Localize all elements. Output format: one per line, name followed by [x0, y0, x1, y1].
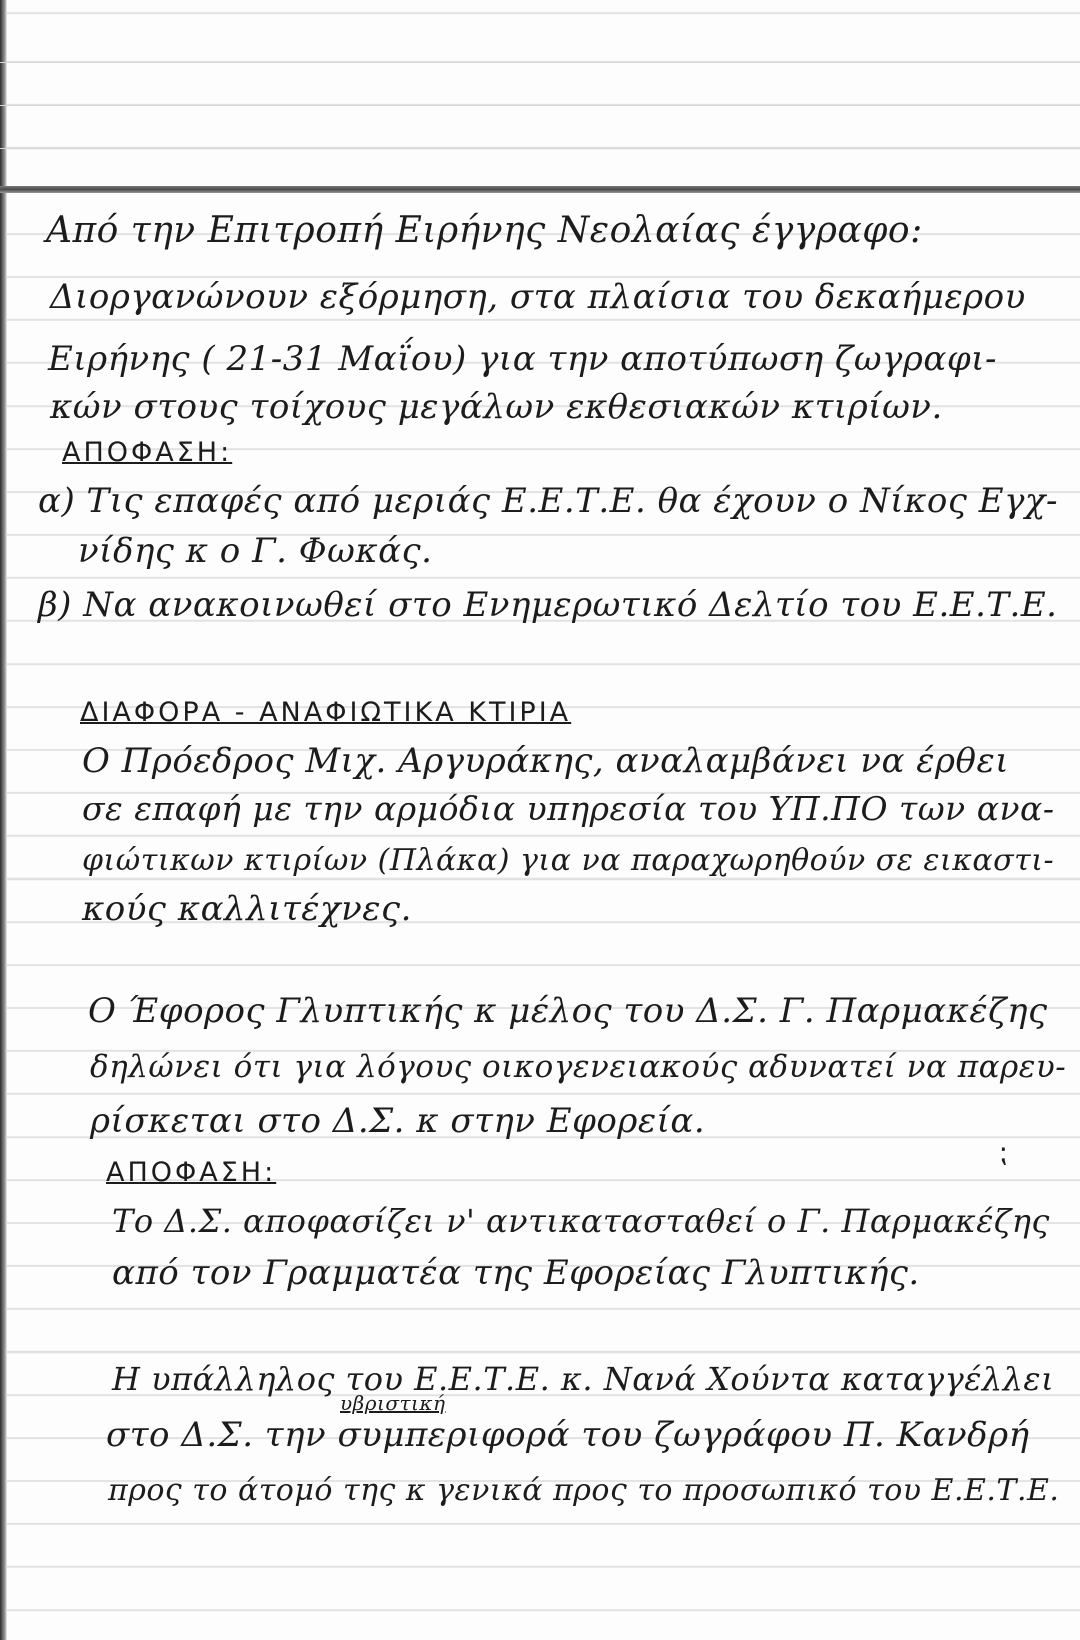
document-line: Η υπάλληλος του Ε.Ε.Τ.Ε. κ. Νανά Χούντα καταγγέλλει: [112, 1360, 1055, 1398]
margin-mark: ⁏: [998, 1136, 1008, 1169]
document-line: Το Δ.Σ. αποφασίζει ν' αντικατασταθεί ο Γ. Παρμακέζης: [112, 1202, 1050, 1240]
document-line-intro: Από την Επιτροπή Ειρήνης Νεολαίας έγγραφο:: [46, 210, 923, 251]
inserted-word: υβριστική: [340, 1391, 446, 1415]
document-line: Ο Έφορος Γλυπτικής κ μέλος του Δ.Σ. Γ. Παρμακέζης: [88, 991, 1048, 1031]
document-line: σε επαφή με την αρμόδια υπηρεσία του ΥΠ.ΠΟ των ανα-: [82, 789, 1055, 828]
decision-item-b: β) Να ανακοινωθεί στο Ενημερωτικό Δελτίο του Ε.Ε.Τ.Ε.: [38, 585, 1058, 625]
document-line: Διοργανώνουν εξόρμηση, στα πλαίσια του δεκαήμερου: [50, 277, 1026, 317]
section-heading: ΔΙΑΦΟΡΑ - ΑΝΑΦΙΩΤΙΚΑ ΚΤΙΡΙΑ: [80, 697, 572, 728]
document-line: κούς καλλιτέχνες.: [82, 889, 412, 929]
document-line: νίδης κ ο Γ. Φωκάς.: [78, 531, 433, 571]
decision-heading: ΑΠΟΦΑΣΗ:: [62, 437, 233, 468]
document-line: δηλώνει ότι για λόγους οικογενειακούς αδυνατεί να παρευ-: [90, 1049, 1067, 1085]
decision-heading: ΑΠΟΦΑΣΗ:: [106, 1157, 277, 1188]
header-rule: [0, 186, 1080, 193]
document-line: από τον Γραμματέα της Εφορείας Γλυπτικής.: [112, 1253, 920, 1293]
document-line: φιώτικων κτιρίων (Πλάκα) για να παραχωρηθούν σε εικαστι-: [82, 843, 1055, 878]
document-line: Ο Πρόεδρος Μιχ. Αργυράκης, αναλαμβάνει να έρθει: [82, 741, 1010, 781]
ruled-line: [0, 148, 1080, 149]
decision-item-a: α) Τις επαφές από μεριάς Ε.Ε.Τ.Ε. θα έχουν ο Νίκος Εγχ-: [38, 481, 1058, 521]
ruled-line: [0, 62, 1080, 63]
document-line: Ειρήνης ( 21-31 Μαΐου) για την αποτύπωση ζωγραφι-: [48, 339, 997, 379]
document-line: στο Δ.Σ. την συμπεριφορά του ζωγράφου Π. Κανδρή: [106, 1415, 1030, 1455]
page-left-edge: [0, 0, 7, 1640]
document-line: ρίσκεται στο Δ.Σ. κ στην Εφορεία.: [90, 1101, 706, 1141]
ruled-line: [0, 105, 1080, 106]
document-line: κών στους τοίχους μεγάλων εκθεσιακών κτιρίων.: [50, 387, 943, 427]
document-line: προς το άτομό της κ γενικά προς το προσωπικό του Ε.Ε.Τ.Ε.: [108, 1473, 1060, 1508]
